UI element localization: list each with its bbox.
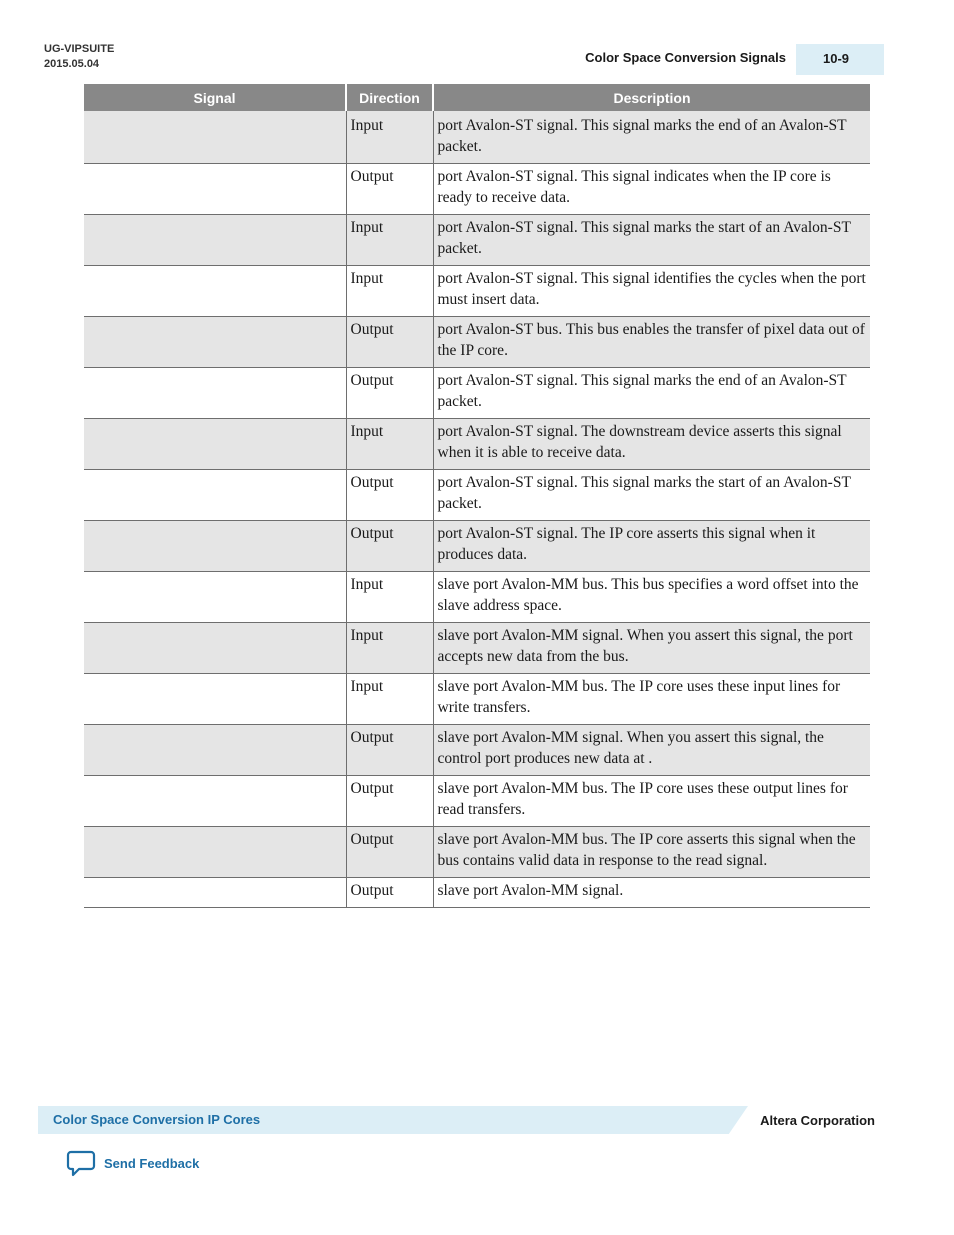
table-row: [84, 674, 870, 725]
table-row: [84, 623, 870, 674]
company-name: Altera Corporation: [760, 1113, 875, 1128]
document-id: UG-VIPSUITE: [44, 43, 115, 55]
table-row: [84, 215, 870, 266]
table-row: [84, 521, 870, 572]
direction-cell: Output: [346, 521, 433, 572]
table-body: [84, 111, 870, 908]
direction-cell: Output: [346, 164, 433, 215]
column-header-direction: Direction: [346, 84, 433, 111]
table-row: [84, 827, 870, 878]
direction-cell: Output: [346, 470, 433, 521]
direction-cell: Input: [346, 111, 433, 164]
signal-cell: [84, 266, 346, 317]
direction-cell: Output: [346, 725, 433, 776]
page-number: 10-9: [822, 51, 850, 66]
table-row: [84, 572, 870, 623]
document-date: 2015.05.04: [44, 58, 100, 70]
table-row: [84, 776, 870, 827]
direction-cell: Output: [346, 317, 433, 368]
description-cell: slave port Avalon-MM bus. The IP core asserts this signal when the bus contains valid data in response to the read signal.: [433, 827, 870, 878]
table-row: [84, 164, 870, 215]
table-row: [84, 419, 870, 470]
description-cell: port Avalon-ST signal. This signal marks the start of an Avalon-ST packet.: [433, 215, 870, 266]
direction-cell: Output: [346, 827, 433, 878]
table-row: [84, 725, 870, 776]
description-cell: slave port Avalon-MM bus. The IP core uses these output lines for read transfers.: [433, 776, 870, 827]
send-feedback-link[interactable]: [66, 1150, 199, 1177]
table-row: [84, 878, 870, 908]
signal-cell: [84, 317, 346, 368]
column-header-description: Description: [433, 84, 870, 111]
description-cell: port Avalon-ST signal. This signal marks the end of an Avalon-ST packet.: [433, 111, 870, 164]
direction-cell: Input: [346, 215, 433, 266]
direction-cell: Input: [346, 674, 433, 725]
description-cell: slave port Avalon-MM bus. The IP core uses these input lines for write transfers.: [433, 674, 870, 725]
signal-cell: [84, 674, 346, 725]
signal-cell: [84, 419, 346, 470]
direction-cell: Output: [346, 878, 433, 908]
table-header-row: [84, 84, 870, 111]
signal-cell: [84, 776, 346, 827]
signal-cell: [84, 470, 346, 521]
section-title: Color Space Conversion Signals: [585, 50, 786, 65]
description-cell: port Avalon-ST signal. This signal marks the start of an Avalon-ST packet.: [433, 470, 870, 521]
table-row: [84, 368, 870, 419]
speech-bubble-icon: [66, 1150, 96, 1177]
column-header-signal: Signal: [84, 84, 346, 111]
description-cell: slave port Avalon-MM bus. This bus specifies a word offset into the slave address space.: [433, 572, 870, 623]
signal-cell: [84, 215, 346, 266]
direction-cell: Input: [346, 623, 433, 674]
signal-cell: [84, 878, 346, 908]
signal-cell: [84, 164, 346, 215]
send-feedback-label: Send Feedback: [104, 1156, 200, 1171]
direction-cell: Output: [346, 776, 433, 827]
signal-cell: [84, 368, 346, 419]
table-row: [84, 266, 870, 317]
description-cell: port Avalon-ST signal. This signal marks the end of an Avalon-ST packet.: [433, 368, 870, 419]
table-row: [84, 470, 870, 521]
signal-cell: [84, 827, 346, 878]
signal-cell: [84, 111, 346, 164]
table-row: [84, 317, 870, 368]
description-cell: port Avalon-ST signal. The IP core asserts this signal when it produces data.: [433, 521, 870, 572]
description-cell: port Avalon-ST bus. This bus enables the transfer of pixel data out of the IP core.: [433, 317, 870, 368]
direction-cell: Output: [346, 368, 433, 419]
signals-table: [84, 84, 870, 908]
direction-cell: Input: [346, 419, 433, 470]
description-cell: port Avalon-ST signal. This signal indicates when the IP core is ready to receive data.: [433, 164, 870, 215]
signal-cell: [84, 521, 346, 572]
signal-cell: [84, 623, 346, 674]
description-cell: slave port Avalon-MM signal. When you assert this signal, the port accepts new data from the bus.: [433, 623, 870, 674]
chapter-title-link[interactable]: Color Space Conversion IP Cores: [53, 1112, 261, 1127]
description-cell: port Avalon-ST signal. This signal identifies the cycles when the port must insert data.: [433, 266, 870, 317]
page-number-tab: [796, 44, 884, 75]
direction-cell: Input: [346, 572, 433, 623]
signal-cell: [84, 725, 346, 776]
direction-cell: Input: [346, 266, 433, 317]
description-cell: slave port Avalon-MM signal. When you assert this signal, the control port produces new data at .: [433, 725, 870, 776]
description-cell: slave port Avalon-MM signal.: [433, 878, 870, 908]
signal-cell: [84, 572, 346, 623]
document-id-block: [44, 42, 114, 72]
table-row: [84, 111, 870, 164]
description-cell: port Avalon-ST signal. The downstream device asserts this signal when it is able to receive data.: [433, 419, 870, 470]
